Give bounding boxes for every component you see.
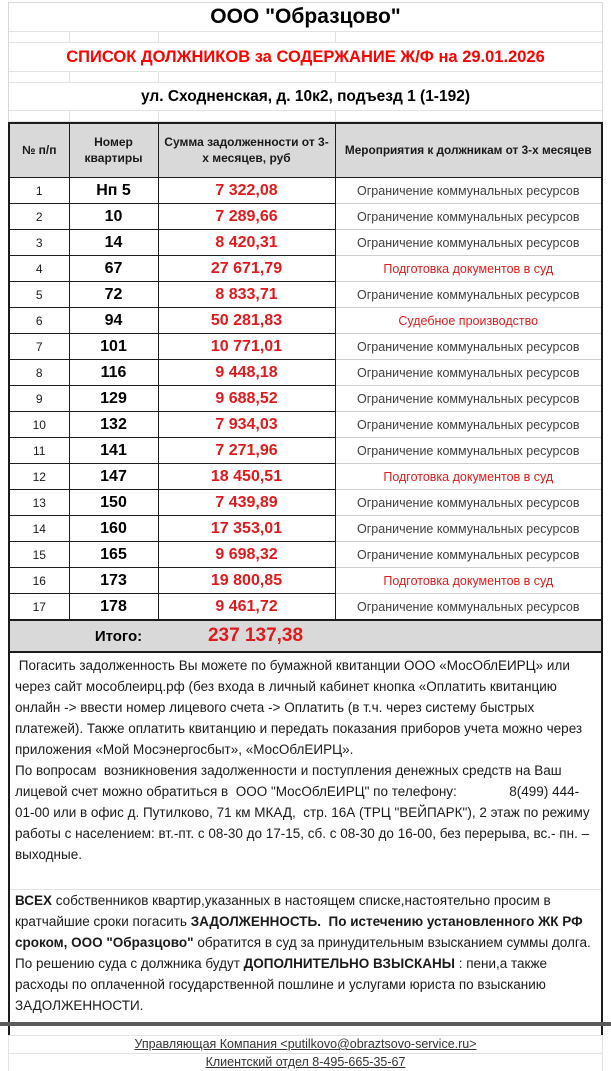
apartment-number: 141	[69, 438, 158, 464]
grid-separator	[9, 31, 602, 43]
grid-separator	[9, 71, 602, 83]
table-row	[9, 282, 602, 308]
apartment-number: 129	[69, 386, 158, 412]
row-number: 9	[9, 386, 69, 412]
warning-bold-segment: ДОПОЛНИТЕЛЬНО ВЗЫСКАНЫ	[243, 956, 455, 971]
table-row	[9, 438, 602, 464]
notes-divider	[10, 865, 601, 890]
debtors-table	[8, 122, 603, 621]
total-label: Итого:	[94, 627, 143, 645]
table-row	[9, 516, 602, 542]
apartment-number: 132	[69, 412, 158, 438]
debtors-notice-document	[8, 2, 603, 1071]
measure-text: Ограничение коммунальных ресурсов	[335, 594, 602, 621]
apartment-number: 14	[69, 230, 158, 256]
debt-amount: 19 800,85	[158, 568, 335, 594]
row-number: 6	[9, 308, 69, 334]
client-department-phone: Клиентский отдел 8-495-665-35-67	[205, 1055, 406, 1069]
apartment-number: 160	[69, 516, 158, 542]
table-row	[9, 412, 602, 438]
measure-text: Ограничение коммунальных ресурсов	[335, 230, 602, 256]
list-title: СПИСОК ДОЛЖНИКОВ за СОДЕРЖАНИЕ Ж/Ф на 29.01.2026	[66, 48, 545, 66]
debt-amount: 7 271,96	[158, 438, 335, 464]
table-row	[9, 178, 602, 204]
measure-text: Ограничение коммунальных ресурсов	[335, 542, 602, 568]
row-number: 4	[9, 256, 69, 282]
legal-warning-paragraph	[15, 890, 596, 1016]
debt-amount: 7 439,89	[158, 490, 335, 516]
debt-amount: 50 281,83	[158, 308, 335, 334]
warning-text-segment	[321, 914, 329, 929]
debt-amount: 9 698,32	[158, 542, 335, 568]
row-number: 12	[9, 464, 69, 490]
debt-amount: 18 450,51	[158, 464, 335, 490]
warning-bold-segment: ВСЕХ	[15, 893, 52, 908]
row-number: 5	[9, 282, 69, 308]
col-header-amount: Сумма задолженности от 3-х месяцев, руб	[158, 123, 335, 178]
debt-amount: 7 322,08	[158, 178, 335, 204]
apartment-number: 67	[69, 256, 158, 282]
table-header-row	[9, 123, 602, 178]
measure-text: Ограничение коммунальных ресурсов	[335, 386, 602, 412]
row-number: 7	[9, 334, 69, 360]
row-number: 3	[9, 230, 69, 256]
warning-bold-segment: ЗАДОЛЖЕННОСТЬ.	[190, 914, 321, 929]
measure-text: Ограничение коммунальных ресурсов	[335, 334, 602, 360]
row-number: 17	[9, 594, 69, 621]
measure-text: Подготовка документов в суд	[335, 568, 602, 594]
col-header-measures: Мероприятия к должникам от 3-х месяцев	[335, 123, 602, 178]
debt-amount: 9 688,52	[158, 386, 335, 412]
warning-text-segment: обратится в суд за принудительным взысканием суммы долга. По решению суда с должника будут	[15, 935, 595, 971]
row-number: 2	[9, 204, 69, 230]
row-number: 10	[9, 412, 69, 438]
table-row	[9, 568, 602, 594]
warning-text-segment: : пени,а также расходы по оплаченной государственной пошлине и услугами юриста по взысканию ЗАДОЛЖЕННОСТИ.	[15, 956, 551, 1013]
contact-info-paragraph: По вопросам возникновения задолженности и поступления денежных средств на Ваш лицевой счет можно обратиться в ООО "МосОблЕИРЦ" по телефону: 8(499) 444-01-00 или в офис д. Путилково, 71 км МКАД, стр. 16А (ТРЦ "ВЕЙПАРК"), 2 этаж по режиму работы с населением: вт.-пт. с 08-30 до 17-15, сб. с 08-30 до 16-00, без перерыва, вс.- пн. – выходные.	[15, 763, 594, 862]
apartment-number: 116	[69, 360, 158, 386]
debt-amount: 27 671,79	[158, 256, 335, 282]
apartment-number: 72	[69, 282, 158, 308]
company-title: ООО "Образцово"	[210, 5, 401, 28]
payment-instructions-paragraph: Погасить задолженность Вы можете по бумажной квитанции ООО «МосОблЕИРЦ» или через сайт мособлеирц.рф (без входа в личный кабинет кнопка «Оплатить квитанцию онлайн -> ввести номер лицевого счета -> Оплатить (в т.ч. через систему быстрых платежей). Также оплатить квитанцию и передать показания приборов учета можно через приложения «Мой Мосэнергосбыт», «МосОблЕИРЦ».	[15, 658, 586, 757]
measure-text: Подготовка документов в суд	[335, 256, 602, 282]
debt-amount: 7 289,66	[158, 204, 335, 230]
row-number: 8	[9, 360, 69, 386]
apartment-number: 147	[69, 464, 158, 490]
row-number: 11	[9, 438, 69, 464]
debt-amount: 9 461,72	[158, 594, 335, 621]
warning-bold-segment: По истечению установленного ЖК РФ сроком, ООО "Образцово"	[15, 914, 587, 950]
table-row	[9, 464, 602, 490]
notes-section	[8, 653, 603, 1035]
building-address: ул. Сходненская, д. 10к2, подъезд 1 (1-192)	[140, 88, 470, 105]
total-row	[8, 621, 603, 653]
document-header	[8, 2, 603, 122]
row-number: 16	[9, 568, 69, 594]
row-number: 15	[9, 542, 69, 568]
table-row	[9, 230, 602, 256]
apartment-number: 165	[69, 542, 158, 568]
debt-amount: 8 833,71	[158, 282, 335, 308]
debt-amount: 9 448,18	[158, 360, 335, 386]
footer-company-line	[8, 1035, 603, 1053]
debtors-table-body	[9, 178, 602, 621]
table-row	[9, 256, 602, 282]
measure-text: Ограничение коммунальных ресурсов	[335, 490, 602, 516]
row-number: 1	[9, 178, 69, 204]
table-row	[9, 360, 602, 386]
measure-text: Ограничение коммунальных ресурсов	[335, 204, 602, 230]
management-company-email: Управляющая Компания <putilkovo@obraztsovo-service.ru>	[134, 1037, 477, 1051]
apartment-number: 94	[69, 308, 158, 334]
table-row	[9, 386, 602, 412]
table-row	[9, 334, 602, 360]
measure-text: Ограничение коммунальных ресурсов	[335, 438, 602, 464]
apartment-number: 178	[69, 594, 158, 621]
measure-text: Ограничение коммунальных ресурсов	[335, 282, 602, 308]
measure-text: Судебное производство	[335, 308, 602, 334]
debt-amount: 8 420,31	[158, 230, 335, 256]
row-number: 13	[9, 490, 69, 516]
debt-amount: 10 771,01	[158, 334, 335, 360]
apartment-number: 10	[69, 204, 158, 230]
table-row	[9, 204, 602, 230]
table-row	[9, 490, 602, 516]
warning-text-segment: собственников квартир,указанных в настоящем списке,настоятельно просим в кратчайшие сроки погасить	[15, 893, 555, 929]
measure-text: Ограничение коммунальных ресурсов	[335, 516, 602, 542]
footer-client-line	[8, 1053, 603, 1071]
grid-separator	[9, 110, 602, 122]
apartment-number: 101	[69, 334, 158, 360]
measure-text: Ограничение коммунальных ресурсов	[335, 412, 602, 438]
apartment-number: Нп 5	[69, 178, 158, 204]
col-header-index: № п/п	[9, 123, 69, 178]
table-row	[9, 542, 602, 568]
total-value: 237 137,38	[207, 625, 304, 646]
table-row	[9, 308, 602, 334]
scan-bottom-edge	[0, 1022, 611, 1026]
debt-amount: 17 353,01	[158, 516, 335, 542]
table-row	[9, 594, 602, 621]
measure-text: Ограничение коммунальных ресурсов	[335, 178, 602, 204]
col-header-apartment: Номер квартиры	[69, 123, 158, 178]
apartment-number: 150	[69, 490, 158, 516]
row-number: 14	[9, 516, 69, 542]
debt-amount: 7 934,03	[158, 412, 335, 438]
apartment-number: 173	[69, 568, 158, 594]
measure-text: Подготовка документов в суд	[335, 464, 602, 490]
measure-text: Ограничение коммунальных ресурсов	[335, 360, 602, 386]
